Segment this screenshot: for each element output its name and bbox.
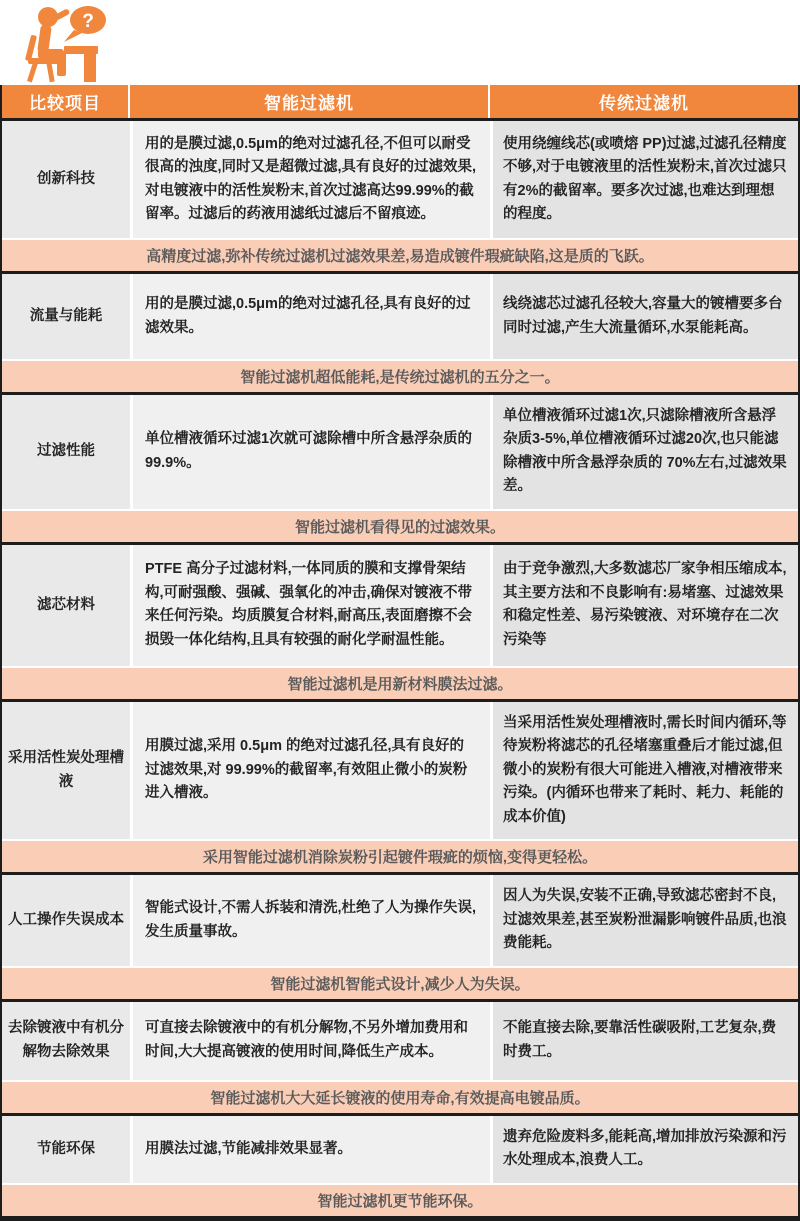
section-human-error bbox=[2, 872, 798, 998]
section-filter-performance bbox=[2, 392, 798, 542]
row-summary: 高精度过滤,弥补传统过滤机过滤效果差,易造成镀件瑕疵缺陷,这是质的飞跃。 bbox=[2, 238, 798, 271]
row-label: 过滤性能 bbox=[2, 395, 130, 509]
svg-text:?: ? bbox=[82, 11, 94, 32]
traditional-filter-cell: 单位槽液循环过滤1次,只滤除槽液所含悬浮杂质3-5%,单位槽液循环过滤20次,也只能滤除槽液中所含悬浮杂质的 70%左右,过滤效果差。 bbox=[490, 395, 798, 509]
section-organic-removal bbox=[2, 999, 798, 1113]
person-question-icon bbox=[12, 2, 122, 84]
row-summary: 采用智能过滤机消除炭粉引起镀件瑕疵的烦恼,变得更轻松。 bbox=[2, 839, 798, 872]
traditional-filter-cell: 由于竞争激烈,大多数滤芯厂家争相压缩成本,其主要方法和不良影响有:易堵塞、过滤效果和稳定性差、易污染镀液、对环境存在二次污染等 bbox=[490, 545, 798, 666]
section-innovation bbox=[2, 118, 798, 271]
row-summary: 智能过滤机看得见的过滤效果。 bbox=[2, 509, 798, 542]
traditional-filter-cell: 遗弃危险废料多,能耗高,增加排放污染源和污水处理成本,浪费人工。 bbox=[490, 1116, 798, 1183]
comparison-table bbox=[0, 85, 800, 1221]
row-summary: 智能过滤机大大延长镀液的使用寿命,有效提高电镀品质。 bbox=[2, 1080, 798, 1113]
smart-filter-cell: 用膜过滤,采用 0.5μm 的绝对过滤孔径,具有良好的过滤效果,对 99.99%的截留率,有效阻止微小的炭粉进入槽液。 bbox=[130, 702, 490, 839]
row-label: 去除镀液中有机分解物去除效果 bbox=[2, 1002, 130, 1080]
row-summary: 智能过滤机是用新材料膜法过滤。 bbox=[2, 666, 798, 699]
row-label: 采用活性炭处理槽液 bbox=[2, 702, 130, 839]
row-label: 节能环保 bbox=[2, 1116, 130, 1183]
smart-filter-cell: 用膜法过滤,节能减排效果显著。 bbox=[130, 1116, 490, 1183]
header-compare-item: 比较项目 bbox=[2, 85, 130, 118]
row-label: 人工操作失误成本 bbox=[2, 875, 130, 965]
smart-filter-cell: 用的是膜过滤,0.5μm的绝对过滤孔径,不但可以耐受很高的浊度,同时又是超微过滤,具有良好的过滤效果,对电镀液中的活性炭粉末,首次过滤高达99.99%的截留率。过滤后的药液用滤纸过滤后不留痕迹。 bbox=[130, 121, 490, 238]
row-label: 滤芯材料 bbox=[2, 545, 130, 666]
row-summary: 智能过滤机智能式设计,减少人为失误。 bbox=[2, 966, 798, 999]
smart-filter-cell: PTFE 高分子过滤材料,一体同质的膜和支撑骨架结构,可耐强酸、强碱、强氧化的冲击,确保对镀液不带来任何污染。均质膜复合材料,耐高压,表面磨擦不会损毁一体化结构,且具有较强的耐化学耐温性能。 bbox=[130, 545, 490, 666]
header-smart-filter: 智能过滤机 bbox=[130, 85, 490, 118]
traditional-filter-cell: 使用绕缠线芯(或喷熔 PP)过滤,过滤孔径精度不够,对于电镀液里的活性炭粉末,首次过滤只有2%的截留率。要多次过滤,也难达到理想的程度。 bbox=[490, 121, 798, 238]
section-eco-friendly bbox=[2, 1113, 798, 1216]
traditional-filter-cell: 线绕滤芯过滤孔径较大,容量大的镀槽要多台同时过滤,产生大流量循环,水泵能耗高。 bbox=[490, 274, 798, 359]
section-flow-energy bbox=[2, 271, 798, 392]
traditional-filter-cell: 因人为失误,安装不正确,导致滤芯密封不良,过滤效果差,甚至炭粉泄漏影响镀件品质,也浪费能耗。 bbox=[490, 875, 798, 965]
traditional-filter-cell: 不能直接去除,要靠活性碳吸附,工艺复杂,费时费工。 bbox=[490, 1002, 798, 1080]
row-summary: 智能过滤机超低能耗,是传统过滤机的五分之一。 bbox=[2, 359, 798, 392]
row-label: 流量与能耗 bbox=[2, 274, 130, 359]
banner bbox=[0, 0, 800, 85]
row-summary: 智能过滤机更节能环保。 bbox=[2, 1183, 798, 1216]
traditional-filter-cell: 当采用活性炭处理槽液时,需长时间内循环,等待炭粉将滤芯的孔径堵塞重叠后才能过滤,但微小的炭粉有很大可能进入槽液,对槽液带来污染。(内循环也带来了耗时、耗力、耗能的成本价值) bbox=[490, 702, 798, 839]
table-header-row bbox=[2, 85, 798, 118]
section-activated-carbon bbox=[2, 699, 798, 872]
section-filter-material bbox=[2, 542, 798, 699]
smart-filter-cell: 用的是膜过滤,0.5μm的绝对过滤孔径,具有良好的过滤效果。 bbox=[130, 274, 490, 359]
row-label: 创新科技 bbox=[2, 121, 130, 238]
smart-filter-cell: 智能式设计,不需人拆装和清洗,杜绝了人为操作失误,发生质量事故。 bbox=[130, 875, 490, 965]
smart-filter-cell: 单位槽液循环过滤1次就可滤除槽中所含悬浮杂质的 99.9%。 bbox=[130, 395, 490, 509]
header-traditional-filter: 传统过滤机 bbox=[599, 94, 689, 113]
smart-filter-cell: 可直接去除镀液中的有机分解物,不另外增加费用和时间,大大提高镀液的使用时间,降低生产成本。 bbox=[130, 1002, 490, 1080]
